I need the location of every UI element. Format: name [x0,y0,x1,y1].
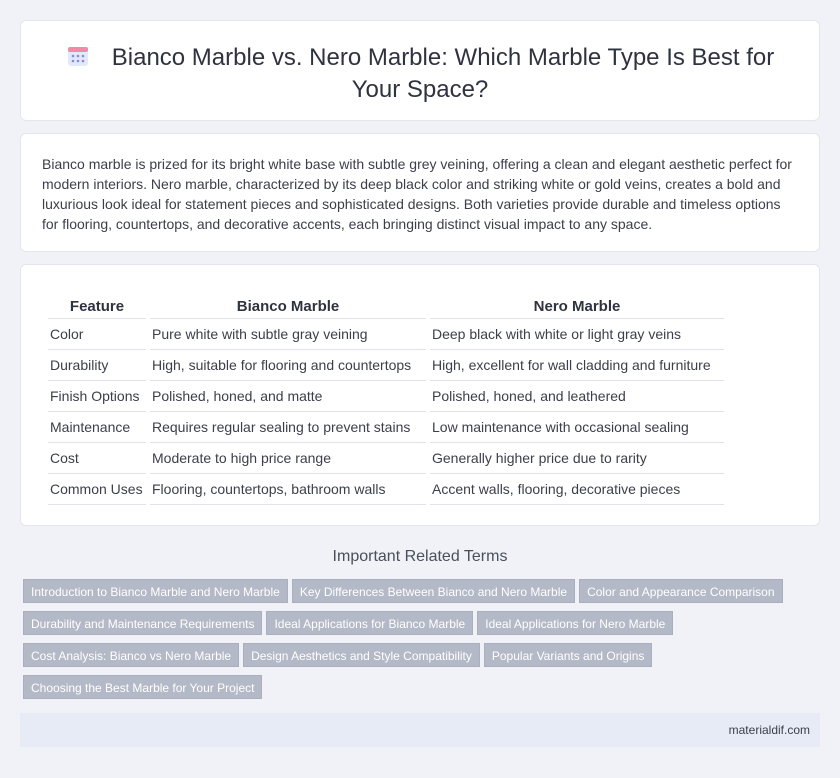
row-feature: Cost [48,443,146,474]
table-row [48,381,724,412]
header-nero: Nero Marble [430,295,724,319]
row-bianco: High, suitable for flooring and countertops [150,350,426,381]
row-nero: Polished, honed, and leathered [430,381,724,412]
table-row [48,319,724,350]
table-row [48,350,724,381]
page-title: Bianco Marble vs. Nero Marble: Which Marble Type Is Best for Your Space? [111,44,775,103]
comparison-table [44,295,728,505]
row-bianco: Polished, honed, and matte [150,381,426,412]
footer-site-link[interactable]: materialdif.com [728,723,810,737]
row-feature: Color [48,319,146,350]
related-term-tag[interactable]: Ideal Applications for Bianco Marble [266,611,473,635]
intro-card [20,133,820,252]
tag-row [23,643,813,675]
related-terms-list [23,579,813,707]
related-term-tag[interactable]: Design Aesthetics and Style Compatibility [243,643,480,667]
tag-row [23,675,813,707]
row-nero: High, excellent for wall cladding and furniture [430,350,724,381]
row-bianco: Moderate to high price range [150,443,426,474]
row-feature: Maintenance [48,412,146,443]
row-feature: Common Uses [48,474,146,505]
related-term-tag[interactable]: Introduction to Bianco Marble and Nero Marble [23,579,288,603]
related-term-tag[interactable]: Cost Analysis: Bianco vs Nero Marble [23,643,239,667]
row-nero: Accent walls, flooring, decorative pieces [430,474,724,505]
comparison-card [20,264,820,526]
header-feature: Feature [48,295,146,319]
row-bianco: Pure white with subtle gray veining [150,319,426,350]
header-card [20,20,820,121]
row-bianco: Flooring, countertops, bathroom walls [150,474,426,505]
page-title-wrap [21,43,819,104]
table-row [48,412,724,443]
related-term-tag[interactable]: Durability and Maintenance Requirements [23,611,262,635]
table-row [48,474,724,505]
related-term-tag[interactable]: Color and Appearance Comparison [579,579,782,603]
row-bianco: Requires regular sealing to prevent stains [150,412,426,443]
related-term-tag[interactable]: Choosing the Best Marble for Your Project [23,675,262,699]
related-term-tag[interactable]: Ideal Applications for Nero Marble [477,611,673,635]
calendar-icon [66,44,90,75]
tag-row [23,611,813,643]
row-nero: Low maintenance with occasional sealing [430,412,724,443]
row-nero: Generally higher price due to rarity [430,443,724,474]
related-terms-heading: Important Related Terms [332,548,508,565]
row-nero: Deep black with white or light gray veins [430,319,724,350]
row-feature: Durability [48,350,146,381]
header-bianco: Bianco Marble [150,295,426,319]
row-feature: Finish Options [48,381,146,412]
table-header-row [48,295,724,319]
related-term-tag[interactable]: Popular Variants and Origins [484,643,653,667]
table-row [48,443,724,474]
footer-bar [20,713,820,747]
related-term-tag[interactable]: Key Differences Between Bianco and Nero Marble [292,579,575,603]
intro-paragraph: Bianco marble is prized for its bright white base with subtle grey veining, offering a clean and elegant aesthetic perfect for modern interiors. Nero marble, characterized by its deep black color and striking white or gold veins, creates a bold and luxurious look ideal for statement pieces and sophisticated designs. Both varieties provide durable and timeless options for flooring, countertops, and decorative accents, each bringing distinct visual impact to any space. [42,156,792,232]
tag-row [23,579,813,611]
